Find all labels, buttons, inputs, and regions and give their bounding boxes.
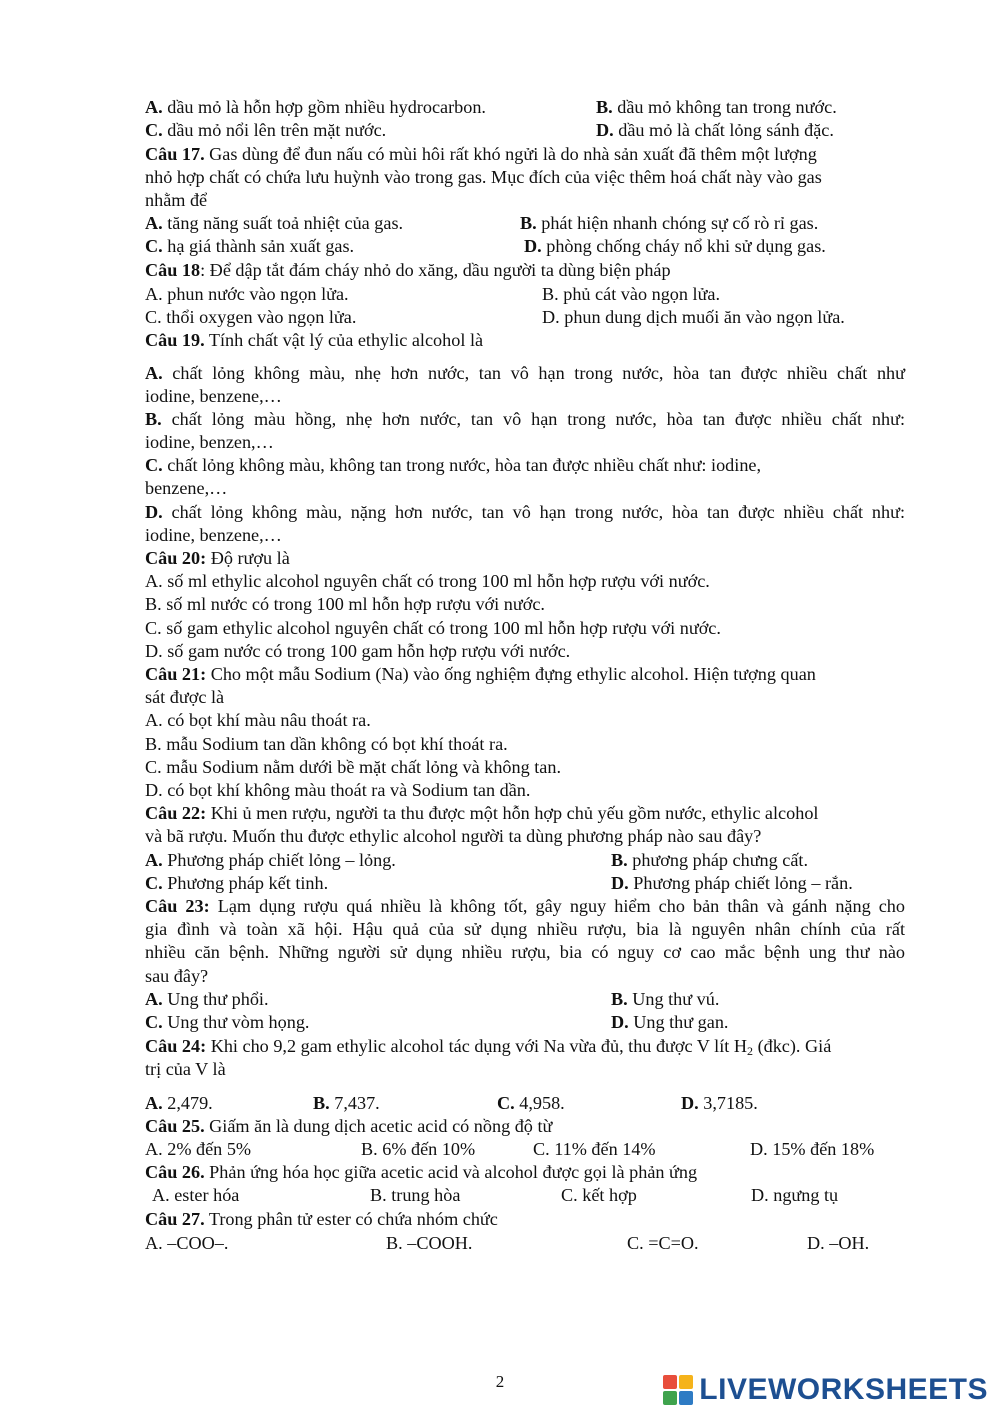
line-text: A. –COO–.	[145, 1233, 229, 1253]
text-line	[750, 1138, 874, 1160]
line-text: dầu mỏ là chất lỏng sánh đặc.	[613, 120, 834, 140]
text-line	[627, 1232, 699, 1254]
line-text: iodine, benzene,…	[145, 525, 282, 545]
line-text: Giấm ăn là dung dịch acetic acid có nồng độ từ	[204, 1116, 553, 1136]
text-line	[145, 709, 371, 731]
text-line	[807, 1232, 869, 1254]
line-text: Phương pháp chiết lỏng – lỏng.	[162, 850, 396, 870]
line-text: A. số ml ethylic alcohol nguyên chất có trong 100 ml hỗn hợp rượu với nước.	[145, 571, 710, 591]
line-text: A. có bọt khí màu nâu thoát ra.	[145, 710, 371, 730]
question-label: C.	[497, 1093, 515, 1113]
text-line	[145, 570, 710, 592]
text-line	[596, 119, 834, 141]
line-text: Độ rượu là	[206, 548, 290, 568]
logo-square	[663, 1391, 677, 1405]
text-line	[145, 166, 822, 188]
question-label: Câu 17.	[145, 144, 205, 164]
question-label: A.	[145, 1093, 163, 1113]
line-text: nhằm để	[145, 190, 208, 210]
question-label: C.	[145, 120, 163, 140]
text-line	[145, 640, 570, 662]
line-text: Ung thư gan.	[628, 1012, 729, 1032]
line-text: C. kết hợp	[561, 1185, 637, 1205]
text-line	[145, 617, 721, 639]
question-label: D.	[596, 120, 614, 140]
line-text: D. ngưng tụ	[751, 1185, 839, 1205]
line-text: Khi cho 9,2 gam ethylic alcohol tác dụng với Na vừa đủ, thu được V lít H	[206, 1036, 748, 1056]
question-label: A.	[145, 850, 163, 870]
line-text: D. số gam nước có trong 100 gam hỗn hợp rượu với nước.	[145, 641, 571, 661]
text-line	[145, 965, 208, 987]
text-line	[145, 259, 671, 281]
line-text: C. mẫu Sodium nằm dưới bề mặt chất lỏng và không tan.	[145, 757, 562, 777]
text-line	[533, 1138, 656, 1160]
line-text: nhỏ hợp chất có chứa lưu huỳnh vào trong gas. Mục đích của việc thêm hoá chất này vào gas	[145, 167, 822, 187]
text-line	[145, 524, 282, 546]
question-label: D.	[524, 236, 542, 256]
line-text: Phương pháp chiết lỏng – rắn.	[628, 873, 853, 893]
line-text: C. =C=O.	[627, 1233, 699, 1253]
text-line	[145, 733, 508, 755]
question-label: Câu 22:	[145, 803, 207, 823]
line-text: Lạm dụng rượu quá nhiều là không tốt, gây nguy hiểm cho bản thân và gánh nặng cho	[209, 896, 905, 916]
line-text: chất lỏng không màu, nặng hơn nước, tan vô hạn trong nước, hòa tan được nhiều chất như:	[162, 502, 905, 522]
question-label: Câu 25.	[145, 1116, 205, 1136]
text-line	[145, 454, 761, 476]
liveworksheets-icon	[663, 1375, 693, 1405]
line-text: sau đây?	[145, 966, 209, 986]
text-line	[542, 283, 720, 305]
question-label: D.	[611, 873, 629, 893]
text-line	[145, 283, 349, 305]
line-text: benzene,…	[145, 478, 228, 498]
text-line	[611, 849, 808, 871]
text-line	[611, 1011, 728, 1033]
question-label: A.	[145, 989, 163, 1009]
question-label: Câu 23:	[145, 896, 210, 916]
line-text: 7,437.	[329, 1093, 380, 1113]
line-text: B. số ml nước có trong 100 ml hỗn hợp rượu với nước.	[145, 594, 545, 614]
question-label: Câu 21:	[145, 664, 207, 684]
question-label: B.	[611, 850, 628, 870]
text-line	[145, 329, 483, 351]
line-text: D. 15% đến 18%	[750, 1139, 875, 1159]
text-line	[681, 1092, 758, 1114]
text-line	[145, 918, 905, 940]
line-text: iodine, benzen,…	[145, 432, 274, 452]
text-line	[145, 1161, 697, 1183]
text-line	[152, 1184, 239, 1206]
text-line	[145, 1208, 498, 1230]
line-text: D. phun dung dịch muối ăn vào ngọn lửa.	[542, 307, 845, 327]
subscript: 2	[747, 1044, 754, 1058]
question-label: C.	[145, 455, 163, 475]
question-label: B.	[313, 1093, 330, 1113]
text-line	[611, 872, 853, 894]
text-line	[145, 362, 905, 384]
line-text: gia đình và toàn xã hội. Hậu quả của sử dụng nhiều rượu, bia là nguyên nhân chính của rất	[145, 919, 905, 939]
line-text: D. có bọt khí không màu thoát ra và Sodium tan dần.	[145, 780, 531, 800]
line-text: Khi ủ men rượu, người ta thu được một hỗn hợp chủ yếu gồm nước, ethylic alcohol	[206, 803, 819, 823]
question-label: C.	[145, 873, 163, 893]
text-line	[313, 1092, 380, 1114]
line-text: B. mẫu Sodium tan dần không có bọt khí thoát ra.	[145, 734, 508, 754]
logo-square	[663, 1375, 677, 1389]
line-text: Tính chất vật lý của ethylic alcohol là	[204, 330, 484, 350]
question-label: B.	[596, 97, 613, 117]
line-text: chất lỏng không màu, không tan trong nước, hòa tan được nhiều chất như: iodine,	[162, 455, 762, 475]
question-label: D.	[611, 1012, 629, 1032]
line-text: Ung thư vú.	[627, 989, 720, 1009]
text-line	[145, 756, 561, 778]
line-text: C. thổi oxygen vào ngọn lửa.	[145, 307, 357, 327]
line-text: dầu mỏ nổi lên trên mặt nước.	[162, 120, 387, 140]
line-text: Ung thư vòm họng.	[162, 1012, 310, 1032]
text-line	[361, 1138, 475, 1160]
text-line	[145, 686, 224, 708]
text-line	[145, 96, 486, 118]
text-line	[370, 1184, 460, 1206]
line-text: trị của V là	[145, 1059, 226, 1079]
text-line	[145, 593, 545, 615]
line-text: Phản ứng hóa học giữa acetic acid và alcohol được gọi là phản ứng	[204, 1162, 698, 1182]
text-line	[145, 1138, 251, 1160]
text-line	[145, 1011, 309, 1033]
text-line	[542, 306, 845, 328]
logo-square	[679, 1391, 693, 1405]
text-line	[561, 1184, 637, 1206]
line-text: A. 2% đến 5%	[145, 1139, 252, 1159]
text-line	[145, 408, 905, 430]
question-label: D.	[681, 1093, 699, 1113]
line-text: B. phủ cát vào ngọn lửa.	[542, 284, 721, 304]
text-line	[596, 96, 837, 118]
line-text: sát được là	[145, 687, 225, 707]
text-line	[145, 235, 354, 257]
question-label: Câu 20:	[145, 548, 207, 568]
line-text: phòng chống cháy nổ khi sử dụng gas.	[541, 236, 826, 256]
brand-name: LIVEWORKSHEETS	[699, 1373, 988, 1406]
text-line	[524, 235, 826, 257]
question-label: Câu 26.	[145, 1162, 205, 1182]
line-text: D. –OH.	[807, 1233, 870, 1253]
line-text: hạ giá thành sản xuất gas.	[162, 236, 355, 256]
text-line	[145, 477, 227, 499]
text-line	[145, 941, 905, 963]
text-line	[145, 547, 290, 569]
text-line	[145, 1092, 213, 1114]
line-text: Gas dùng để đun nấu có mùi hôi rất khó ngửi là do nhà sản xuất đã thêm một lượng	[204, 144, 817, 164]
text-line	[145, 802, 818, 824]
line-text: iodine, benzene,…	[145, 386, 282, 406]
text-line	[145, 1232, 228, 1254]
text-line	[386, 1232, 472, 1254]
text-line	[145, 189, 207, 211]
line-text: C. số gam ethylic alcohol nguyên chất có trong 100 ml hỗn hợp rượu với nước.	[145, 618, 721, 638]
question-label: C.	[145, 236, 163, 256]
text-line	[145, 143, 817, 165]
question-label: Câu 19.	[145, 330, 205, 350]
question-label: Câu 27.	[145, 1209, 205, 1229]
text-line	[145, 119, 386, 141]
liveworksheets-logo	[663, 1373, 988, 1407]
line-text: phát hiện nhanh chóng sự cố rò rỉ gas.	[536, 213, 819, 233]
line-text: 3,7185.	[698, 1093, 758, 1113]
text-line	[145, 431, 274, 453]
line-text: B. –COOH.	[386, 1233, 473, 1253]
text-line	[145, 663, 816, 685]
question-label: A.	[145, 97, 163, 117]
question-label: Câu 18	[145, 260, 201, 280]
line-text: Ung thư phổi.	[162, 989, 269, 1009]
line-text: 2,479.	[162, 1093, 213, 1113]
text-line	[520, 212, 818, 234]
text-line	[145, 872, 328, 894]
question-label: B.	[611, 989, 628, 1009]
line-text: C. 11% đến 14%	[533, 1139, 656, 1159]
text-line	[145, 988, 269, 1010]
logo-square	[679, 1375, 693, 1389]
text-line	[145, 212, 403, 234]
text-line	[611, 988, 719, 1010]
line-text: B. 6% đến 10%	[361, 1139, 476, 1159]
text-line	[145, 1058, 226, 1080]
question-label: A.	[145, 213, 163, 233]
text-line	[145, 1115, 552, 1137]
line-text: A. ester hóa	[152, 1185, 240, 1205]
text-line	[145, 1035, 831, 1062]
line-text: : Để dập tắt đám cháy nhỏ do xăng, dầu người ta dùng biện pháp	[200, 260, 671, 280]
text-line	[145, 895, 905, 917]
question-label: C.	[145, 1012, 163, 1032]
text-line	[145, 306, 356, 328]
line-text: chất lỏng không màu, nhẹ hơn nước, tan vô hạn trong nước, hòa tan được nhiều chất như	[162, 363, 905, 383]
line-text: Trong phân tử ester có chứa nhóm chức	[204, 1209, 498, 1229]
line-text: phương pháp chưng cất.	[627, 850, 809, 870]
line-text: (đkc). Giá	[753, 1036, 832, 1056]
text-line	[751, 1184, 838, 1206]
text-line	[145, 825, 761, 847]
line-text: Cho một mẫu Sodium (Na) vào ống nghiệm đựng ethylic alcohol. Hiện tượng quan	[206, 664, 816, 684]
line-text: 4,958.	[514, 1093, 565, 1113]
line-text: tăng năng suất toả nhiệt của gas.	[162, 213, 404, 233]
text-line	[145, 501, 905, 523]
line-text: chất lỏng màu hồng, nhẹ hơn nước, tan vô hạn trong nước, hòa tan được nhiều chất như:	[161, 409, 905, 429]
page-number: 2	[495, 1372, 505, 1391]
text-line	[145, 849, 396, 871]
line-text: B. trung hòa	[370, 1185, 461, 1205]
question-label: A.	[145, 363, 163, 383]
question-label: B.	[145, 409, 162, 429]
text-line	[145, 779, 530, 801]
question-label: B.	[520, 213, 537, 233]
text-line	[145, 385, 282, 407]
text-line	[497, 1092, 565, 1114]
line-text: dầu mỏ là hỗn hợp gồm nhiều hydrocarbon.	[162, 97, 486, 117]
line-text: Phương pháp kết tinh.	[162, 873, 329, 893]
line-text: và bã rượu. Muốn thu được ethylic alcohol người ta dùng phương pháp nào sau đây?	[145, 826, 762, 846]
line-text: dầu mỏ không tan trong nước.	[612, 97, 837, 117]
line-text: A. phun nước vào ngọn lửa.	[145, 284, 349, 304]
question-label: D.	[145, 502, 163, 522]
question-label: Câu 24:	[145, 1036, 207, 1056]
line-text: nhiều căn bệnh. Những người sử dụng nhiều rượu, bia có nguy cơ cao mắc bệnh ung thư nào	[145, 942, 905, 962]
